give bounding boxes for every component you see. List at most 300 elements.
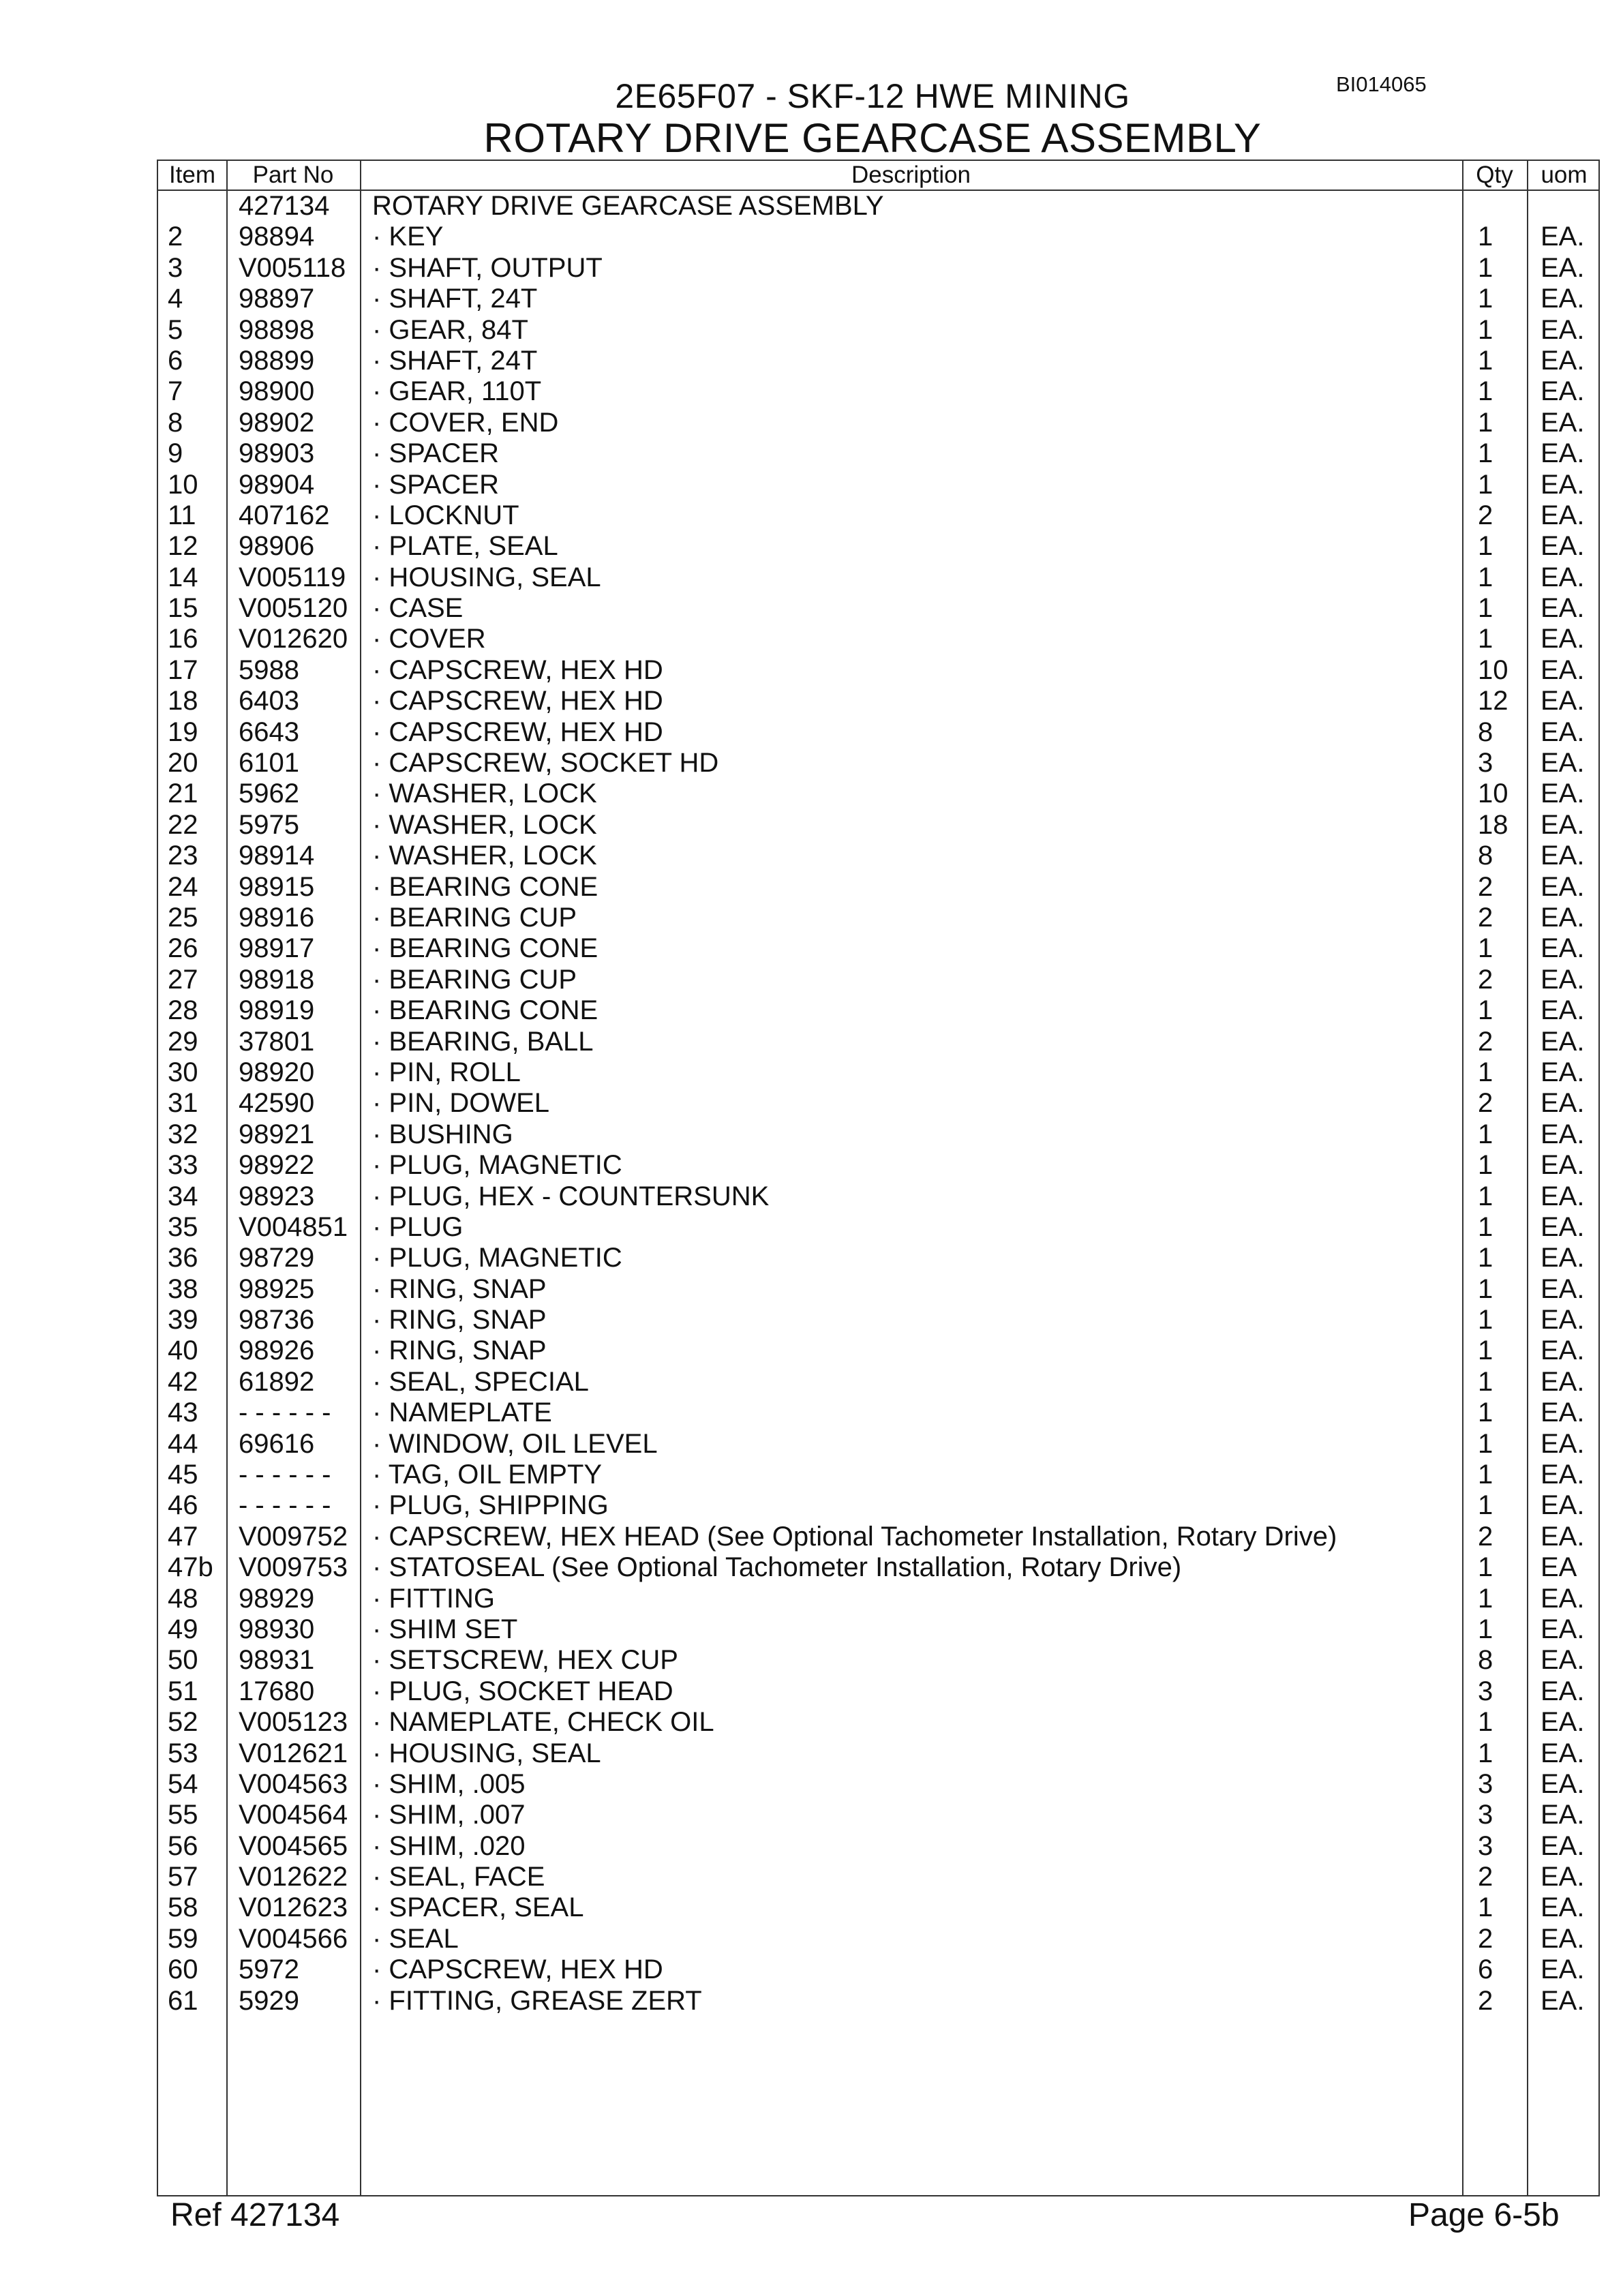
cell-item: 23 (168, 841, 198, 871)
table-row (158, 1335, 1598, 1366)
cell-description: · BEARING CONE (372, 933, 598, 964)
cell-qty: 1 (1478, 284, 1493, 314)
cell-item: 32 (168, 1119, 198, 1149)
cell-uom: EA. (1541, 1707, 1585, 1738)
cell-uom: EA. (1541, 1026, 1585, 1057)
cell-description: · PLUG (372, 1211, 464, 1242)
cell-qty: 1 (1478, 222, 1493, 252)
table-row (158, 376, 1598, 407)
cell-description: · PIN, DOWEL (372, 1088, 550, 1119)
cell-qty: 2 (1478, 1521, 1493, 1552)
cell-item: 44 (168, 1428, 198, 1459)
cell-description: · SPACER, SEAL (372, 1892, 584, 1923)
cell-uom: EA. (1541, 1119, 1585, 1149)
cell-description: · LOCKNUT (372, 500, 519, 530)
table-row (158, 191, 1598, 222)
cell-description: · BEARING CUP (372, 902, 577, 933)
cell-part-no: - - - - - - (239, 1490, 331, 1521)
cell-uom: EA. (1541, 562, 1585, 592)
cell-qty: 1 (1478, 1335, 1493, 1366)
cell-item: 40 (168, 1335, 198, 1366)
cell-item: 43 (168, 1398, 198, 1428)
cell-part-no: 5962 (239, 779, 299, 809)
cell-item: 38 (168, 1273, 198, 1304)
cell-description: · WASHER, LOCK (372, 779, 597, 809)
cell-part-no: 407162 (239, 500, 330, 530)
cell-part-no: V012620 (239, 624, 348, 654)
cell-item: 26 (168, 933, 198, 964)
table-row (158, 1831, 1598, 1862)
cell-item: 35 (168, 1211, 198, 1242)
cell-qty: 1 (1478, 1892, 1493, 1923)
cell-description: · CAPSCREW, HEX HD (372, 1954, 663, 1985)
cell-description: · FITTING, GREASE ZERT (372, 1985, 702, 2016)
cell-item: 24 (168, 871, 198, 902)
cell-part-no: 98930 (239, 1614, 315, 1644)
cell-uom: EA. (1541, 964, 1585, 995)
table-row (158, 1057, 1598, 1088)
cell-part-no: 42590 (239, 1088, 315, 1119)
cell-description: · HOUSING, SEAL (372, 1738, 601, 1768)
cell-description: · SHIM, .005 (372, 1768, 526, 1799)
cell-item: 46 (168, 1490, 198, 1521)
cell-part-no: V004563 (239, 1768, 348, 1799)
cell-qty: 1 (1478, 1181, 1493, 1211)
table-row (158, 748, 1598, 779)
cell-part-no: 98919 (239, 995, 315, 1026)
cell-qty: 1 (1478, 1460, 1493, 1490)
cell-description: · SEAL, SPECIAL (372, 1366, 589, 1397)
cell-uom: EA. (1541, 469, 1585, 500)
table-row (158, 810, 1598, 841)
cell-uom: EA. (1541, 1150, 1585, 1181)
cell-part-no: 98915 (239, 871, 315, 902)
cell-uom: EA. (1541, 1614, 1585, 1644)
cell-uom: EA. (1541, 841, 1585, 871)
cell-uom: EA. (1541, 1428, 1585, 1459)
cell-item: 31 (168, 1088, 198, 1119)
cell-item: 48 (168, 1583, 198, 1614)
cell-uom: EA. (1541, 933, 1585, 964)
cell-item: 8 (168, 407, 183, 438)
cell-item: 61 (168, 1985, 198, 2016)
cell-item: 50 (168, 1645, 198, 1676)
cell-item: 9 (168, 438, 183, 469)
cell-uom: EA. (1541, 1088, 1585, 1119)
table-row (158, 1954, 1598, 1985)
cell-uom: EA. (1541, 1738, 1585, 1768)
cell-qty: 1 (1478, 1305, 1493, 1335)
cell-description: · NAMEPLATE, CHECK OIL (372, 1707, 714, 1738)
cell-qty: 1 (1478, 531, 1493, 562)
table-row (158, 1892, 1598, 1923)
table-row (158, 1243, 1598, 1273)
table-row (158, 1274, 1598, 1305)
table-row (158, 1027, 1598, 1057)
cell-description: · FITTING (372, 1583, 495, 1614)
cell-description: · SHIM, .020 (372, 1830, 526, 1861)
cell-description: · BEARING CONE (372, 871, 598, 902)
cell-qty: 1 (1478, 1614, 1493, 1644)
cell-uom: EA. (1541, 1768, 1585, 1799)
cell-uom: EA. (1541, 1181, 1585, 1211)
cell-part-no: 98906 (239, 531, 315, 562)
table-row (158, 1490, 1598, 1521)
cell-qty: 8 (1478, 716, 1493, 747)
cell-part-no: 98900 (239, 376, 315, 407)
table-row (158, 1460, 1598, 1490)
cell-part-no: 17680 (239, 1676, 315, 1706)
cell-description: · RING, SNAP (372, 1335, 547, 1366)
cell-description: · RING, SNAP (372, 1305, 547, 1335)
cell-qty: 2 (1478, 871, 1493, 902)
cell-part-no: 98921 (239, 1119, 315, 1149)
cell-uom: EA. (1541, 1398, 1585, 1428)
cell-part-no: V005120 (239, 593, 348, 624)
cell-item: 56 (168, 1830, 198, 1861)
cell-qty: 1 (1478, 1552, 1493, 1583)
cell-item: 17 (168, 654, 198, 685)
cell-part-no: 98920 (239, 1057, 315, 1087)
cell-item: 54 (168, 1768, 198, 1799)
cell-item: 21 (168, 779, 198, 809)
table-row (158, 1862, 1598, 1892)
cell-uom: EA. (1541, 345, 1585, 376)
cell-part-no: 5988 (239, 654, 299, 685)
cell-uom: EA. (1541, 1645, 1585, 1676)
cell-item: 45 (168, 1460, 198, 1490)
cell-uom: EA. (1541, 1583, 1585, 1614)
table-row (158, 1986, 1598, 2016)
table-row (158, 872, 1598, 903)
cell-part-no: 98916 (239, 902, 315, 933)
cell-part-no: V004566 (239, 1923, 348, 1954)
table-row (158, 933, 1598, 964)
cell-description: · PLUG, HEX - COUNTERSUNK (372, 1181, 770, 1211)
cell-qty: 2 (1478, 1985, 1493, 2016)
cell-part-no: V012622 (239, 1862, 348, 1892)
table-row (158, 717, 1598, 748)
cell-uom: EA. (1541, 809, 1585, 840)
cell-item: 51 (168, 1676, 198, 1706)
table-row (158, 470, 1598, 500)
cell-part-no: 37801 (239, 1026, 315, 1057)
cell-uom: EA. (1541, 1862, 1585, 1892)
cell-uom: EA. (1541, 1243, 1585, 1273)
table-row (158, 1924, 1598, 1954)
cell-part-no: 5972 (239, 1954, 299, 1985)
cell-uom: EA. (1541, 654, 1585, 685)
cell-item: 53 (168, 1738, 198, 1768)
cell-uom: EA. (1541, 1954, 1585, 1985)
cell-qty: 1 (1478, 1583, 1493, 1614)
cell-qty: 1 (1478, 1707, 1493, 1738)
cell-qty: 6 (1478, 1954, 1493, 1985)
table-row (158, 1614, 1598, 1645)
title-assembly: ROTARY DRIVE GEARCASE ASSEMBLY (483, 115, 1262, 161)
cell-uom: EA. (1541, 779, 1585, 809)
column-header-uom: uom (1541, 162, 1588, 188)
cell-description: · PIN, ROLL (372, 1057, 521, 1087)
cell-qty: 3 (1478, 748, 1493, 779)
cell-uom: EA. (1541, 593, 1585, 624)
cell-part-no: 98904 (239, 469, 315, 500)
cell-description: · SHAFT, 24T (372, 345, 538, 376)
cell-qty: 10 (1478, 779, 1508, 809)
table-row (158, 1522, 1598, 1552)
cell-item: 11 (168, 500, 196, 530)
cell-uom: EA. (1541, 1800, 1585, 1830)
cell-item: 28 (168, 995, 198, 1026)
cell-uom: EA. (1541, 1830, 1585, 1861)
cell-part-no: 98902 (239, 407, 315, 438)
cell-part-no: 69616 (239, 1428, 315, 1459)
cell-item: 30 (168, 1057, 198, 1087)
cell-description: · GEAR, 110T (372, 376, 542, 407)
document-id: BI014065 (1336, 72, 1427, 96)
cell-qty: 1 (1478, 1490, 1493, 1521)
cell-uom: EA. (1541, 252, 1585, 283)
cell-part-no: V012623 (239, 1892, 348, 1923)
table-row (158, 1212, 1598, 1243)
cell-description: · PLATE, SEAL (372, 531, 558, 562)
cell-qty: 2 (1478, 1923, 1493, 1954)
cell-description: · SHAFT, 24T (372, 284, 538, 314)
table-row (158, 1367, 1598, 1398)
cell-part-no: 98923 (239, 1181, 315, 1211)
cell-qty: 2 (1478, 500, 1493, 530)
cell-uom: EA. (1541, 902, 1585, 933)
table-row (158, 1676, 1598, 1707)
cell-uom: EA. (1541, 995, 1585, 1026)
cell-description: · COVER, END (372, 407, 559, 438)
title-model: 2E65F07 - SKF-12 HWE MINING (615, 77, 1130, 115)
cell-description: · PLUG, SOCKET HEAD (372, 1676, 673, 1706)
cell-item: 29 (168, 1026, 198, 1057)
column-header-description: Description (851, 162, 971, 188)
cell-item: 15 (168, 593, 198, 624)
cell-item: 47 (168, 1521, 198, 1552)
cell-item: 16 (168, 624, 198, 654)
cell-qty: 3 (1478, 1676, 1493, 1706)
cell-uom: EA. (1541, 222, 1585, 252)
cell-item: 60 (168, 1954, 198, 1985)
cell-description: · WASHER, LOCK (372, 809, 597, 840)
cell-description: · SHIM, .007 (372, 1800, 526, 1830)
cell-description: · KEY (372, 222, 444, 252)
cell-qty: 3 (1478, 1800, 1493, 1830)
table-row (158, 1738, 1598, 1769)
cell-item: 6 (168, 345, 183, 376)
footer-page-number: Page 6-5b (1408, 2197, 1560, 2233)
cell-part-no: V004851 (239, 1211, 348, 1242)
cell-part-no: 6101 (239, 748, 299, 779)
table-row (158, 1305, 1598, 1335)
cell-uom: EA (1541, 1552, 1577, 1583)
cell-item: 58 (168, 1892, 198, 1923)
cell-description: · BEARING CUP (372, 964, 577, 995)
cell-part-no: 98736 (239, 1305, 315, 1335)
cell-item: 33 (168, 1150, 198, 1181)
table-row (158, 965, 1598, 995)
table-row (158, 315, 1598, 346)
cell-description: · BUSHING (372, 1119, 513, 1149)
cell-item: 12 (168, 531, 198, 562)
cell-part-no: 98899 (239, 345, 315, 376)
cell-qty: 1 (1478, 345, 1493, 376)
cell-qty: 2 (1478, 964, 1493, 995)
cell-part-no: V009752 (239, 1521, 348, 1552)
cell-item: 55 (168, 1800, 198, 1830)
cell-description: · SPACER (372, 438, 499, 469)
cell-description: · GEAR, 84T (372, 314, 528, 345)
table-row (158, 624, 1598, 654)
cell-description: · CAPSCREW, HEX HD (372, 654, 663, 685)
table-row (158, 1088, 1598, 1119)
cell-qty: 1 (1478, 376, 1493, 407)
cell-qty: 1 (1478, 1273, 1493, 1304)
cell-item: 27 (168, 964, 198, 995)
cell-uom: EA. (1541, 500, 1585, 530)
cell-item: 3 (168, 252, 183, 283)
cell-description: · CAPSCREW, SOCKET HD (372, 748, 719, 779)
cell-item: 59 (168, 1923, 198, 1954)
cell-item: 36 (168, 1243, 198, 1273)
table-row (158, 1119, 1598, 1150)
cell-qty: 1 (1478, 593, 1493, 624)
cell-uom: EA. (1541, 1305, 1585, 1335)
cell-qty: 12 (1478, 686, 1508, 716)
cell-part-no: 98729 (239, 1243, 315, 1273)
column-header-qty: Qty (1476, 162, 1513, 188)
cell-uom: EA. (1541, 686, 1585, 716)
cell-qty: 2 (1478, 1088, 1493, 1119)
cell-description: · SPACER (372, 469, 499, 500)
cell-part-no: 98925 (239, 1273, 315, 1304)
table-row (158, 1429, 1598, 1460)
table-row (158, 346, 1598, 376)
table-row (158, 284, 1598, 314)
cell-qty: 3 (1478, 1830, 1493, 1861)
cell-part-no: 98914 (239, 841, 315, 871)
cell-description: · PLUG, SHIPPING (372, 1490, 609, 1521)
cell-part-no: 6403 (239, 686, 299, 716)
cell-qty: 2 (1478, 1026, 1493, 1057)
cell-uom: EA. (1541, 1273, 1585, 1304)
cell-qty: 1 (1478, 314, 1493, 345)
cell-description: · CAPSCREW, HEX HD (372, 686, 663, 716)
table-row (158, 1584, 1598, 1614)
cell-part-no: 5929 (239, 1985, 299, 2016)
cell-description: · WINDOW, OIL LEVEL (372, 1428, 658, 1459)
cell-uom: EA. (1541, 1211, 1585, 1242)
cell-qty: 1 (1478, 933, 1493, 964)
column-header-item: Item (168, 162, 216, 188)
cell-uom: EA. (1541, 1892, 1585, 1923)
cell-uom: EA. (1541, 871, 1585, 902)
cell-part-no: 98898 (239, 314, 315, 345)
cell-description: · PLUG, MAGNETIC (372, 1150, 622, 1181)
table-row (158, 1150, 1598, 1181)
table-row (158, 841, 1598, 871)
cell-qty: 1 (1478, 1150, 1493, 1181)
cell-part-no: V009753 (239, 1552, 348, 1583)
cell-description: · SEAL (372, 1923, 459, 1954)
cell-item: 20 (168, 748, 198, 779)
cell-description: · HOUSING, SEAL (372, 562, 601, 592)
cell-qty: 2 (1478, 1862, 1493, 1892)
cell-part-no: 98929 (239, 1583, 315, 1614)
cell-qty: 10 (1478, 654, 1508, 685)
cell-qty: 8 (1478, 841, 1493, 871)
cell-description: · CASE (372, 593, 464, 624)
cell-part-no: 5975 (239, 809, 299, 840)
cell-uom: EA. (1541, 1335, 1585, 1366)
table-row (158, 253, 1598, 284)
cell-uom: EA. (1541, 1923, 1585, 1954)
cell-part-no: 98894 (239, 222, 315, 252)
cell-qty: 3 (1478, 1768, 1493, 1799)
cell-description: · PLUG, MAGNETIC (372, 1243, 622, 1273)
table-row (158, 593, 1598, 624)
cell-uom: EA. (1541, 748, 1585, 779)
cell-uom: EA. (1541, 1057, 1585, 1087)
cell-uom: EA. (1541, 1366, 1585, 1397)
cell-item: 22 (168, 809, 198, 840)
cell-qty: 1 (1478, 624, 1493, 654)
cell-qty: 1 (1478, 1057, 1493, 1087)
cell-uom: EA. (1541, 624, 1585, 654)
cell-uom: EA. (1541, 407, 1585, 438)
cell-description: · CAPSCREW, HEX HEAD (See Optional Tachometer Installation, Rotary Drive) (372, 1521, 1337, 1552)
cell-uom: EA. (1541, 1521, 1585, 1552)
cell-part-no: V005123 (239, 1707, 348, 1738)
cell-part-no: - - - - - - (239, 1398, 331, 1428)
cell-part-no: 98926 (239, 1335, 315, 1366)
cell-item: 19 (168, 716, 198, 747)
table-row (158, 1552, 1598, 1583)
cell-description: · NAMEPLATE (372, 1398, 552, 1428)
cell-qty: 1 (1478, 995, 1493, 1026)
cell-description: · TAG, OIL EMPTY (372, 1460, 603, 1490)
cell-item: 42 (168, 1366, 198, 1397)
parts-rows (158, 191, 1598, 2016)
table-row (158, 1707, 1598, 1738)
cell-part-no: 98897 (239, 284, 315, 314)
cell-part-no: 98931 (239, 1645, 315, 1676)
table-row (158, 995, 1598, 1026)
cell-item: 49 (168, 1614, 198, 1644)
table-row (158, 655, 1598, 686)
cell-part-no: 98922 (239, 1150, 315, 1181)
cell-uom: EA. (1541, 1460, 1585, 1490)
cell-uom: EA. (1541, 284, 1585, 314)
cell-item: 52 (168, 1707, 198, 1738)
cell-item: 39 (168, 1305, 198, 1335)
cell-qty: 1 (1478, 1119, 1493, 1149)
table-row (158, 686, 1598, 716)
cell-qty: 1 (1478, 1211, 1493, 1242)
cell-description: · SEAL, FACE (372, 1862, 545, 1892)
cell-part-no: - - - - - - (239, 1460, 331, 1490)
cell-item: 25 (168, 902, 198, 933)
cell-uom: EA. (1541, 1985, 1585, 2016)
table-row (158, 222, 1598, 252)
cell-item: 47b (168, 1552, 213, 1583)
cell-description: · STATOSEAL (See Optional Tachometer Installation, Rotary Drive) (372, 1552, 1182, 1583)
table-row (158, 1181, 1598, 1212)
cell-description: · BEARING CONE (372, 995, 598, 1026)
